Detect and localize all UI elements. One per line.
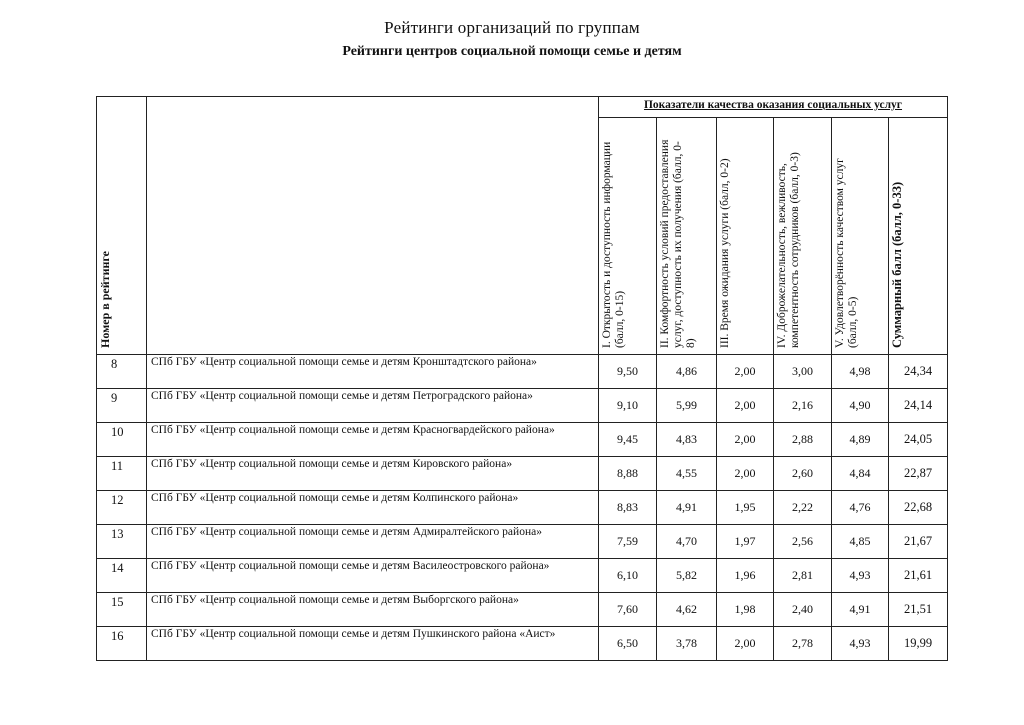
table-row (97, 559, 948, 593)
organization-name: СПб ГБУ «Центр социальной помощи семье и детям Красногвардейского района» (147, 423, 599, 457)
score-cell: 4,85 (832, 525, 889, 559)
total-score-cell: 19,99 (889, 627, 948, 661)
score-cell: 9,45 (599, 423, 657, 457)
column-header: IV. Доброжелательность, вежливость, компетентность сотрудников (балл, 0-3) (774, 118, 832, 355)
table-row (97, 491, 948, 525)
score-cell: 4,70 (657, 525, 717, 559)
score-cell: 7,59 (599, 525, 657, 559)
score-cell: 3,78 (657, 627, 717, 661)
score-cell: 2,16 (774, 389, 832, 423)
score-cell: 4,90 (832, 389, 889, 423)
column-header: I. Открытость и доступность информации (балл, 0-15) (599, 118, 657, 355)
score-cell: 9,50 (599, 355, 657, 389)
indicators-group-header: Показатели качества оказания социальных услуг (599, 97, 948, 118)
score-cell: 6,10 (599, 559, 657, 593)
score-cell: 4,84 (832, 457, 889, 491)
score-cell: 5,99 (657, 389, 717, 423)
organization-name: СПб ГБУ «Центр социальной помощи семье и детям Адмиралтейского района» (147, 525, 599, 559)
score-cell: 2,00 (717, 355, 774, 389)
score-cell: 1,98 (717, 593, 774, 627)
score-cell: 2,81 (774, 559, 832, 593)
score-cell: 8,88 (599, 457, 657, 491)
table-row (97, 627, 948, 661)
page-title: Рейтинги организаций по группам (384, 18, 640, 37)
score-cell: 2,00 (717, 389, 774, 423)
rank-cell: 15 (97, 593, 147, 627)
score-cell: 2,40 (774, 593, 832, 627)
score-cell: 2,78 (774, 627, 832, 661)
score-cell: 3,00 (774, 355, 832, 389)
score-cell: 7,60 (599, 593, 657, 627)
name-header-cell (147, 97, 599, 355)
score-cell: 2,22 (774, 491, 832, 525)
total-score-cell: 24,14 (889, 389, 948, 423)
score-cell: 2,00 (717, 457, 774, 491)
total-score-cell: 21,51 (889, 593, 948, 627)
table-row (97, 593, 948, 627)
rank-cell: 11 (97, 457, 147, 491)
score-cell: 2,88 (774, 423, 832, 457)
organization-name: СПб ГБУ «Центр социальной помощи семье и детям Кронштадтского района» (147, 355, 599, 389)
score-cell: 4,55 (657, 457, 717, 491)
score-cell: 2,00 (717, 423, 774, 457)
rating-table (96, 96, 948, 661)
table-row (97, 355, 948, 389)
score-cell: 4,91 (657, 491, 717, 525)
rank-cell: 12 (97, 491, 147, 525)
rank-cell: 13 (97, 525, 147, 559)
score-cell: 8,83 (599, 491, 657, 525)
organization-name: СПб ГБУ «Центр социальной помощи семье и детям Выборгского района» (147, 593, 599, 627)
column-header: V. Удовлетворённость качеством услуг (балл, 0-5) (832, 118, 889, 355)
total-header: Суммарный балл (балл, 0-33) (889, 118, 948, 355)
rank-cell: 16 (97, 627, 147, 661)
organization-name: СПб ГБУ «Центр социальной помощи семье и детям Петроградского района» (147, 389, 599, 423)
page-subtitle: Рейтинги центров социальной помощи семье и детям (342, 44, 682, 59)
score-cell: 4,98 (832, 355, 889, 389)
rank-cell: 14 (97, 559, 147, 593)
score-cell: 4,93 (832, 627, 889, 661)
total-score-cell: 22,68 (889, 491, 948, 525)
table-row (97, 423, 948, 457)
total-score-cell: 21,61 (889, 559, 948, 593)
score-cell: 2,00 (717, 627, 774, 661)
total-score-cell: 24,05 (889, 423, 948, 457)
organization-name: СПб ГБУ «Центр социальной помощи семье и детям Пушкинского района «Аист» (147, 627, 599, 661)
score-cell: 1,96 (717, 559, 774, 593)
table-row (97, 389, 948, 423)
score-cell: 4,91 (832, 593, 889, 627)
rank-header-cell (97, 97, 147, 355)
score-cell: 4,93 (832, 559, 889, 593)
organization-name: СПб ГБУ «Центр социальной помощи семье и детям Колпинского района» (147, 491, 599, 525)
score-cell: 2,60 (774, 457, 832, 491)
total-score-cell: 21,67 (889, 525, 948, 559)
table-row (97, 457, 948, 491)
score-cell: 4,76 (832, 491, 889, 525)
total-score-cell: 22,87 (889, 457, 948, 491)
score-cell: 4,62 (657, 593, 717, 627)
score-cell: 2,56 (774, 525, 832, 559)
score-cell: 9,10 (599, 389, 657, 423)
score-cell: 4,83 (657, 423, 717, 457)
score-cell: 5,82 (657, 559, 717, 593)
score-cell: 1,97 (717, 525, 774, 559)
organization-name: СПб ГБУ «Центр социальной помощи семье и детям Василеостровского района» (147, 559, 599, 593)
column-header: II. Комфортность условий предоставления услуг, доступность их получения (балл, 0-8) (657, 118, 717, 355)
organization-name: СПб ГБУ «Центр социальной помощи семье и детям Кировского района» (147, 457, 599, 491)
total-score-cell: 24,34 (889, 355, 948, 389)
column-header: III. Время ожидания услуги (балл, 0-2) (717, 118, 774, 355)
score-cell: 1,95 (717, 491, 774, 525)
rank-cell: 8 (97, 355, 147, 389)
rank-header: Номер в рейтинге (98, 250, 112, 348)
score-cell: 4,89 (832, 423, 889, 457)
table-row (97, 525, 948, 559)
rank-cell: 9 (97, 389, 147, 423)
rank-cell: 10 (97, 423, 147, 457)
score-cell: 4,86 (657, 355, 717, 389)
score-cell: 6,50 (599, 627, 657, 661)
